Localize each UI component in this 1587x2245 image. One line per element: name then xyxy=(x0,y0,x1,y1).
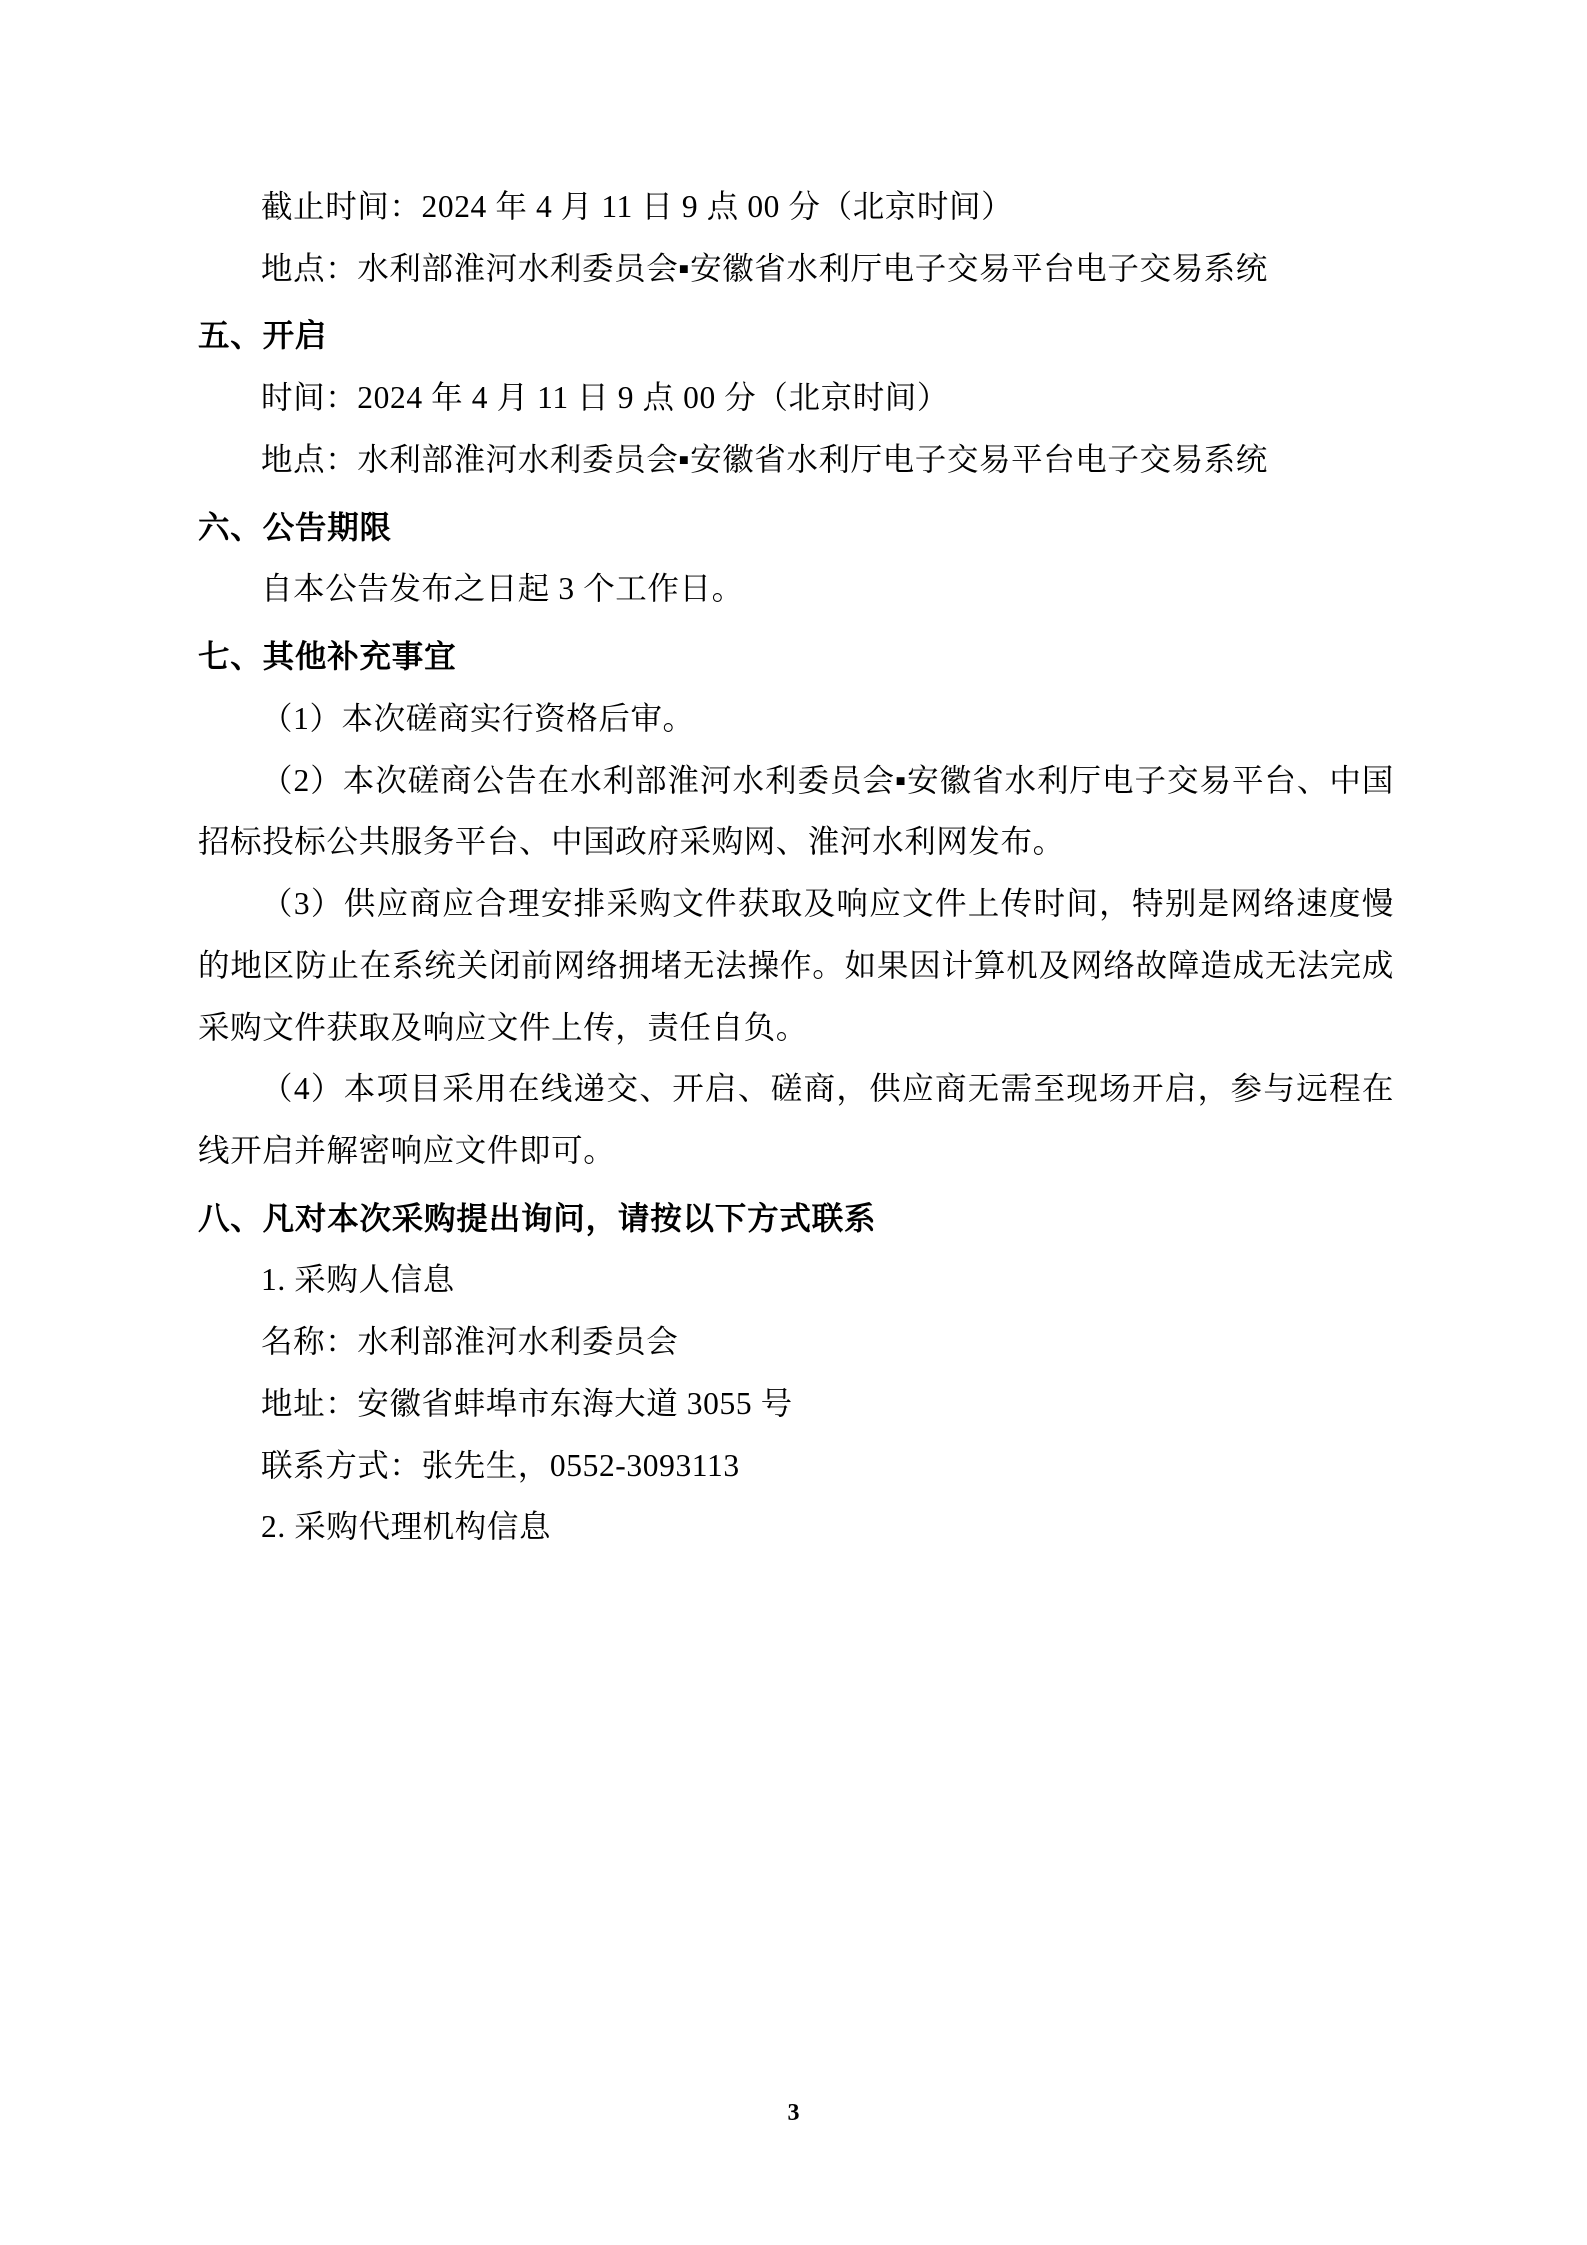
document-body xyxy=(198,176,1394,1558)
section-heading: 八、凡对本次采购提出询问，请按以下方式联系 xyxy=(198,1199,877,1236)
body-paragraph: （2）本次磋商公告在水利部淮河水利委员会▪安徽省水利厅电子交易平台、中国招标投标公共服务平台、中国政府采购网、淮河水利网发布。 xyxy=(198,762,1394,860)
body-paragraph: （1）本次磋商实行资格后审。 xyxy=(261,700,695,736)
body-paragraph: （4）本项目采用在线递交、开启、磋商，供应商无需至现场开启，参与远程在线开启并解密响应文件即可。 xyxy=(198,1071,1394,1169)
body-paragraph: 地点：水利部淮河水利委员会▪安徽省水利厅电子交易平台电子交易系统 xyxy=(261,441,1268,477)
body-paragraph: （3）供应商应合理安排采购文件获取及响应文件上传时间，特别是网络速度慢的地区防止在系统关闭前网络拥堵无法操作。如果因计算机及网络故障造成无法完成采购文件获取及响应文件上传，责任自负。 xyxy=(198,886,1394,1045)
body-paragraph: 2. 采购代理机构信息 xyxy=(261,1509,552,1545)
body-paragraph: 地点：水利部淮河水利委员会▪安徽省水利厅电子交易平台电子交易系统 xyxy=(261,250,1268,286)
body-paragraph: 地址：安徽省蚌埠市东海大道 3055 号 xyxy=(261,1385,793,1421)
section-heading: 六、公告期限 xyxy=(198,508,392,545)
section-heading: 五、开启 xyxy=(198,317,328,354)
body-paragraph: 名称：水利部淮河水利委员会 xyxy=(261,1324,679,1360)
page-number: 3 xyxy=(787,2100,800,2126)
section-heading: 七、其他补充事宜 xyxy=(198,638,457,675)
body-paragraph: 联系方式：张先生，0552-3093113 xyxy=(261,1447,740,1483)
body-paragraph: 时间：2024 年 4 月 11 日 9 点 00 分（北京时间） xyxy=(261,380,950,416)
body-paragraph: 截止时间：2024 年 4 月 11 日 9 点 00 分（北京时间） xyxy=(261,189,1014,224)
body-paragraph: 1. 采购人信息 xyxy=(261,1262,455,1298)
body-paragraph: 自本公告发布之日起 3 个工作日。 xyxy=(261,571,744,607)
